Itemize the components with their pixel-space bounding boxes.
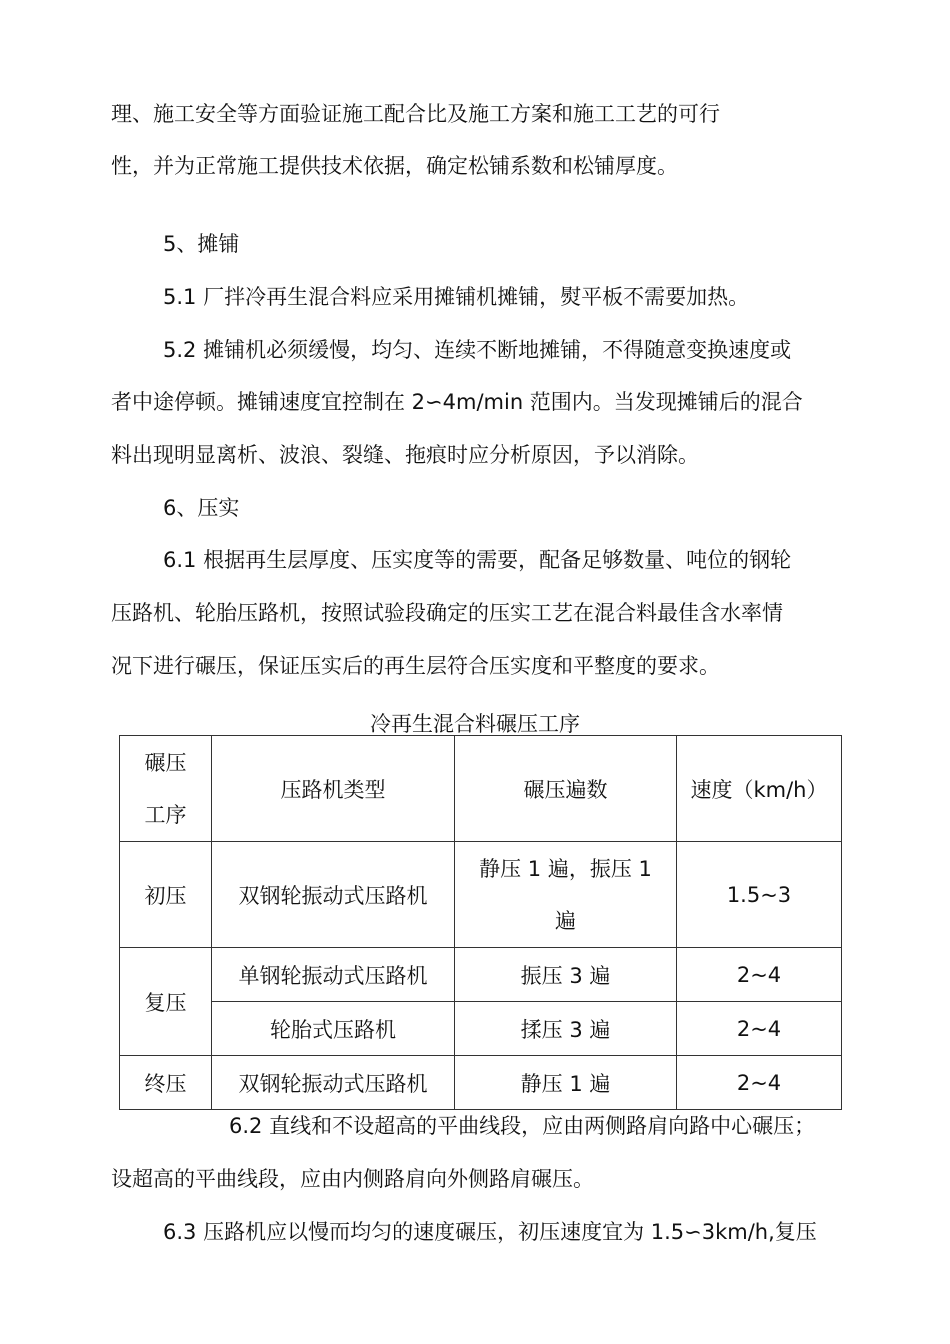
paragraph-line: 6.3 压路机应以慢而均匀的速度碾压，初压速度宜为 1.5∽3km/h,复压: [163, 1220, 817, 1244]
paragraph-line: 者中途停顿。摊铺速度宜控制在 2∽4m/min 范围内。当发现摊铺后的混合: [111, 390, 803, 414]
paragraph-line: 压路机、轮胎压路机，按照试验段确定的压实工艺在混合料最佳含水率情: [111, 601, 783, 625]
table-caption: 冷再生混合料碾压工序: [370, 712, 580, 736]
paragraph-line: 5.2 摊铺机必须缓慢，均匀、连续不断地摊铺，不得随意变换速度或: [163, 338, 792, 362]
table-row: [120, 948, 842, 1002]
cell-roller: 单钢轮振动式压路机: [212, 948, 455, 1002]
paragraph-line: 况下进行碾压，保证压实后的再生层符合压实度和平整度的要求。: [111, 654, 720, 678]
cell-stage: 终压: [120, 1056, 212, 1110]
cell-passes: 静压 1 遍，振压 1 遍: [455, 842, 677, 948]
section-heading: 6、压实: [163, 496, 240, 520]
cell-passes: 揉压 3 遍: [455, 1002, 677, 1056]
cell-passes: 静压 1 遍: [455, 1056, 677, 1110]
cell-speed: 2~4: [677, 948, 842, 1002]
cell-roller: 双钢轮振动式压路机: [212, 842, 455, 948]
paragraph-line: 5.1 厂拌冷再生混合料应采用摊铺机摊铺，熨平板不需要加热。: [163, 285, 750, 309]
paragraph-line: 6.2 直线和不设超高的平曲线段，应由两侧路肩向路中心碾压；: [229, 1114, 816, 1138]
cell-speed: 2~4: [677, 1056, 842, 1110]
table-row: [120, 842, 842, 948]
cell-speed: 1.5~3: [677, 842, 842, 948]
cell-stage: 初压: [120, 842, 212, 948]
paragraph-line: 6.1 根据再生层厚度、压实度等的需要，配备足够数量、吨位的钢轮: [163, 548, 792, 572]
paragraph-line: 料出现明显离析、波浪、裂缝、拖痕时应分析原因，予以消除。: [111, 443, 699, 467]
header-speed: 速度（km/h）: [677, 736, 842, 842]
cell-stage: 复压: [120, 948, 212, 1056]
cell-roller: 双钢轮振动式压路机: [212, 1056, 455, 1110]
table-row: [120, 1056, 842, 1110]
table-row: [120, 1002, 842, 1056]
cell-speed: 2~4: [677, 1002, 842, 1056]
cell-roller: 轮胎式压路机: [212, 1002, 455, 1056]
cell-passes: 振压 3 遍: [455, 948, 677, 1002]
header-roller-type: 压路机类型: [212, 736, 455, 842]
header-passes: 碾压遍数: [455, 736, 677, 842]
paragraph-line: 设超高的平曲线段，应由内侧路肩向外侧路肩碾压。: [111, 1167, 594, 1191]
header-stage: 碾压 工序: [120, 736, 212, 842]
rolling-process-table: [119, 735, 842, 1110]
table-header-row: [120, 736, 842, 842]
section-heading: 5、摊铺: [163, 232, 240, 256]
paragraph-line: 理、施工安全等方面验证施工配合比及施工方案和施工工艺的可行: [111, 102, 720, 126]
paragraph-line: 性，并为正常施工提供技术依据，确定松铺系数和松铺厚度。: [111, 154, 678, 178]
